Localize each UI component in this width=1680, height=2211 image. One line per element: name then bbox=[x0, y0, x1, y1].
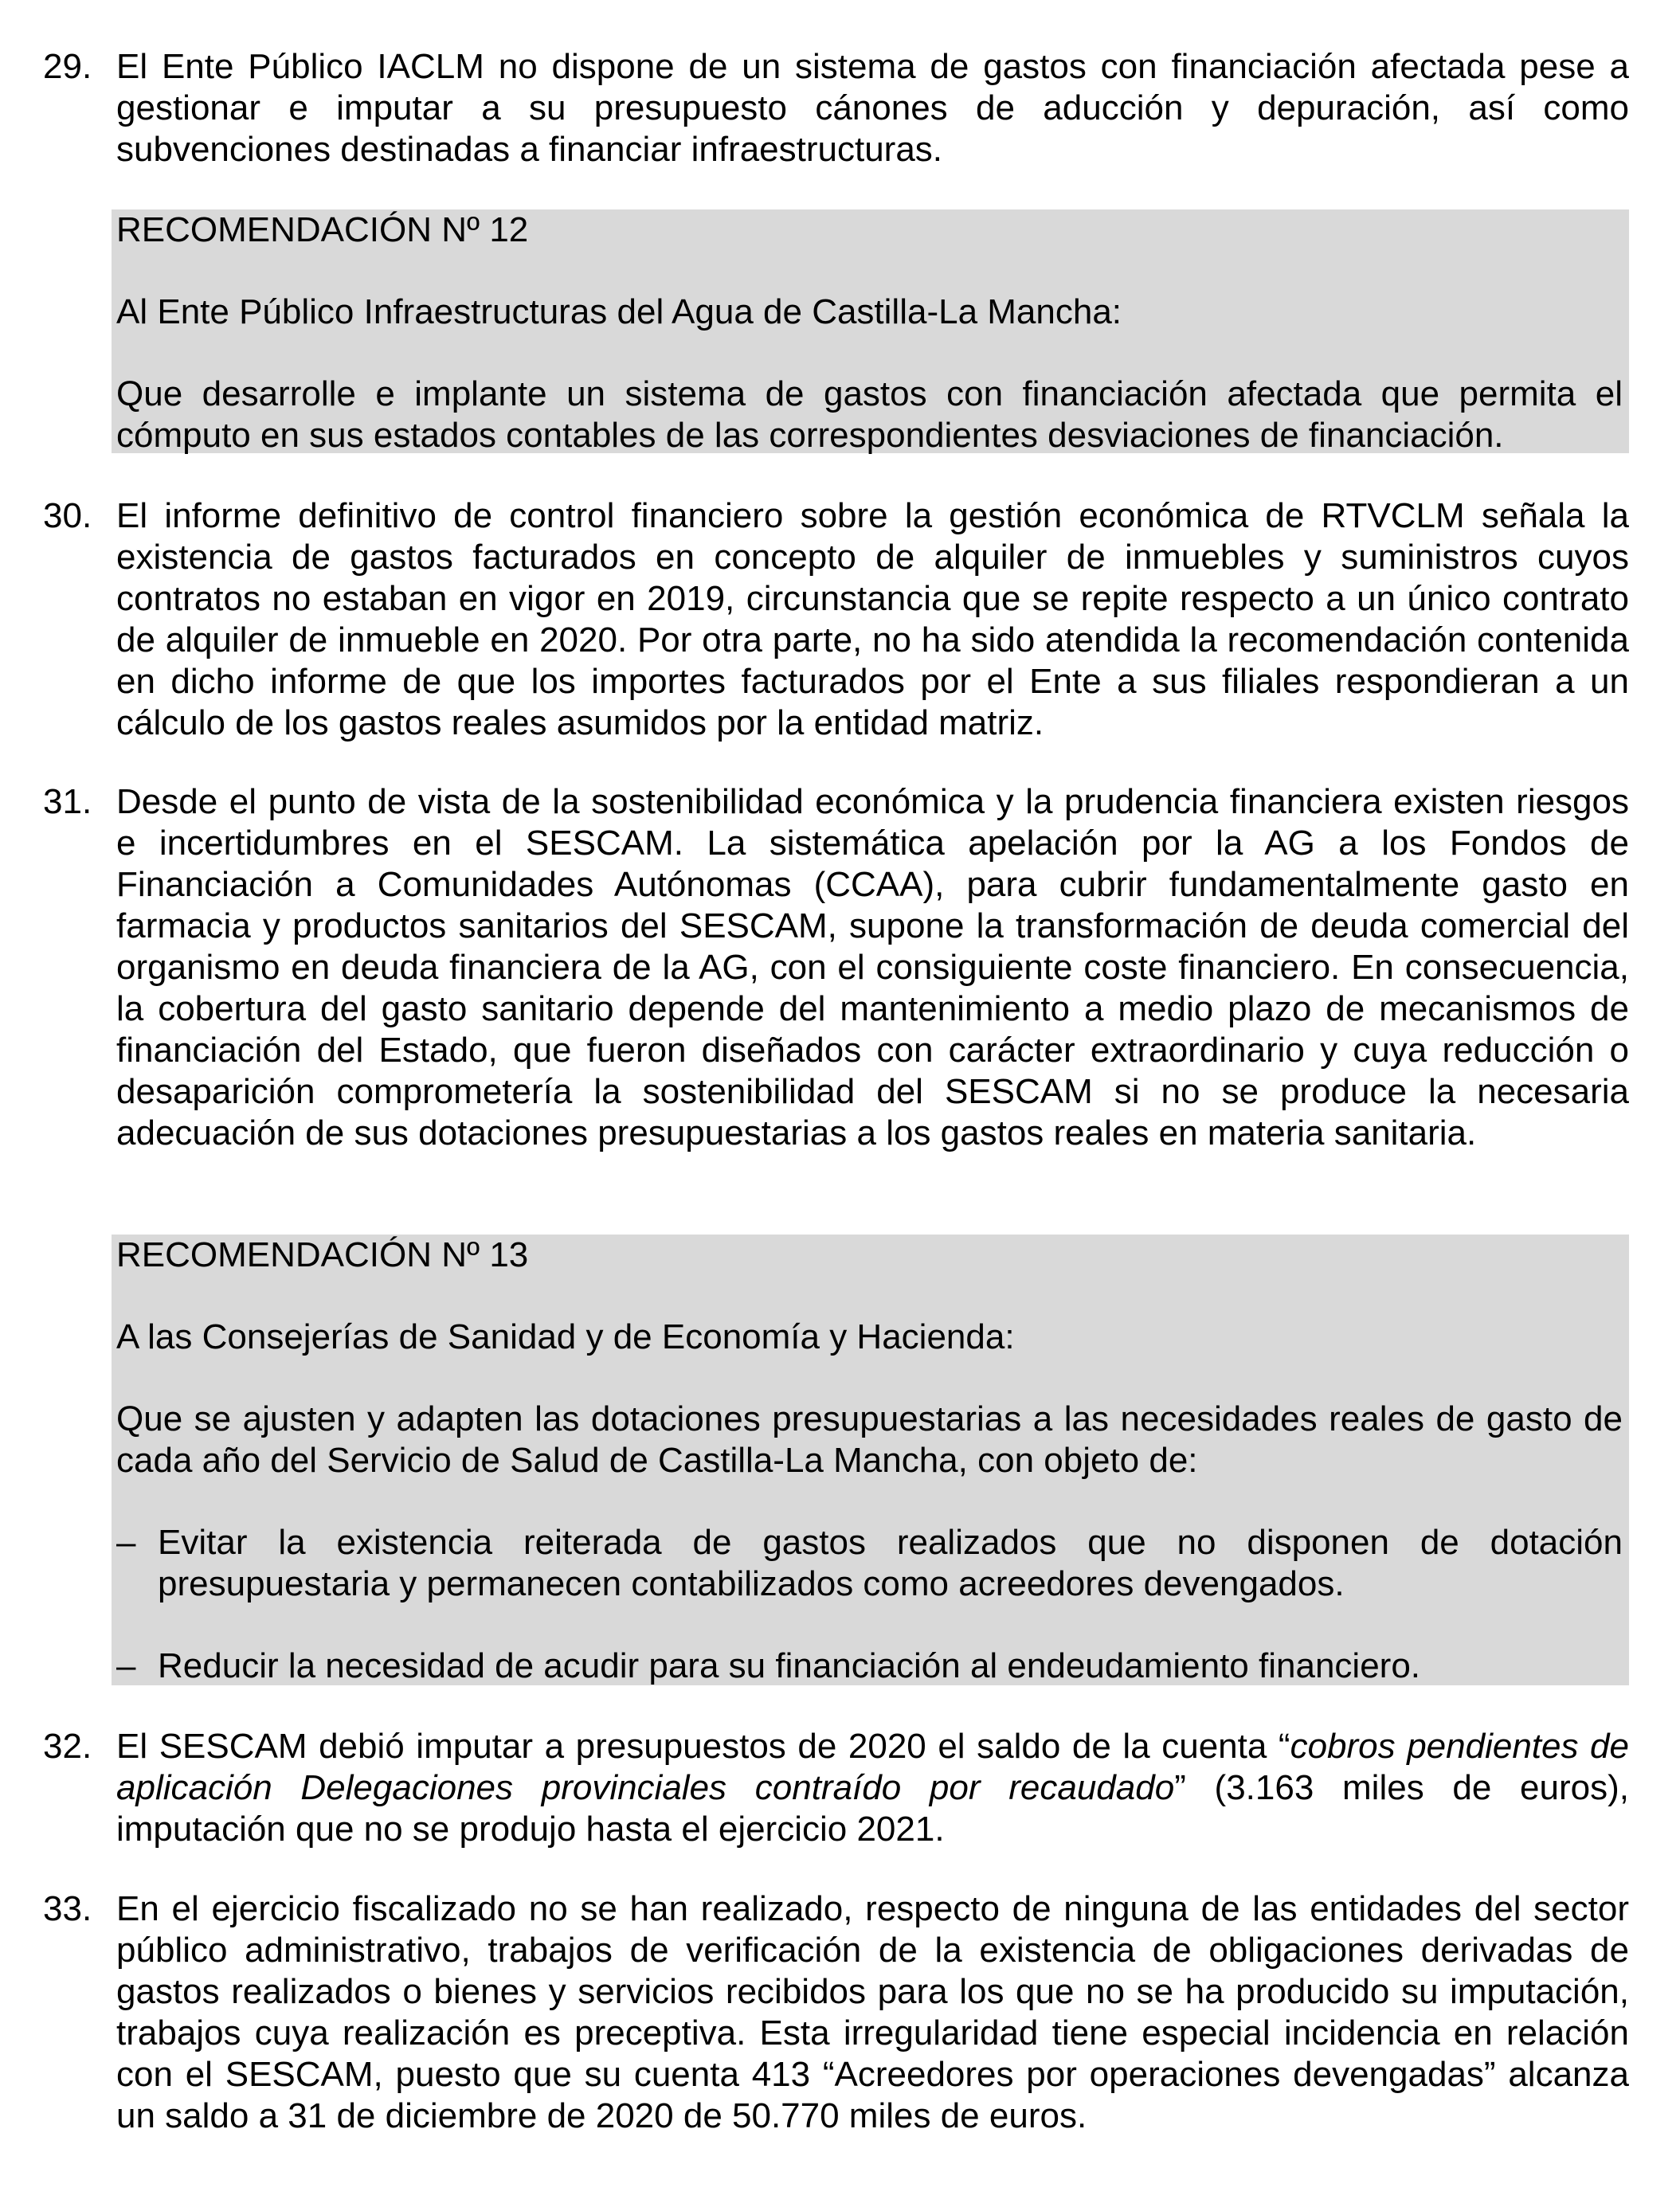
paragraph-29 bbox=[43, 46, 1629, 170]
recommendation-bullet-2 bbox=[112, 1646, 1629, 1687]
recommendation-body: Que desarrolle e implante un sistema de gastos con financiación afectada que permita el cómputo en sus estados contables de las correspondientes desviaciones de financiación. bbox=[116, 374, 1623, 455]
recommendation-bullet-1 bbox=[112, 1522, 1629, 1605]
dash-bullet-icon: – bbox=[116, 1646, 136, 1685]
recommendation-title: RECOMENDACIÓN Nº 13 bbox=[116, 1235, 529, 1274]
recommendation-13-box bbox=[112, 1235, 1629, 1685]
paragraph-30 bbox=[43, 495, 1629, 744]
bullet-text: Reducir la necesidad de acudir para su financiación al endeudamiento financiero. bbox=[158, 1646, 1421, 1685]
text-part: ” (3.163 miles de euros), imputación que no se produjo hasta el ejercicio 2021. bbox=[116, 1768, 1629, 1849]
paragraph-number: 29. bbox=[43, 47, 92, 86]
paragraph-text: En el ejercicio fiscalizado no se han realizado, respecto de ninguna de las entidades del sector público administrativo, trabajos de verificación de la existencia de obligaciones derivadas de gastos realizados o bienes y servicios recibidos para los que no se ha producido su imputación, trabajos cuya realización es preceptiva. Esta irregularidad tiene especial incidencia en relación con el SESCAM, puesto que su cuenta 413 “Acreedores por operaciones devengadas” alcanza un saldo a 31 de diciembre de 2020 de 50.770 miles de euros. bbox=[116, 1889, 1629, 2135]
paragraph-32 bbox=[43, 1726, 1629, 1850]
paragraph-text: El Ente Público IACLM no dispone de un sistema de gastos con financiación afectada pese a gestionar e imputar a su presupuesto cánones de aducción y depuración, así como subvenciones destinadas a financiar infraestructuras. bbox=[116, 47, 1629, 169]
text-part: El SESCAM debió imputar a presupuestos de 2020 el saldo de la cuenta “ bbox=[116, 1727, 1290, 1766]
paragraph-text: El informe definitivo de control financiero sobre la gestión económica de RTVCLM señala la existencia de gastos facturados en concepto de alquiler de inmuebles y suministros cuyos contratos no estaban en vigor en 2019, circunstancia que se repite respecto a un único contrato de alquiler de inmueble en 2020. Por otra parte, no ha sido atendida la recomendación contenida en dicho informe de que los importes facturados por el Ente a sus filiales respondieran a un cálculo de los gastos reales asumidos por la entidad matriz. bbox=[116, 496, 1629, 742]
recommendation-title: RECOMENDACIÓN Nº 12 bbox=[116, 210, 529, 249]
paragraph-text: Desde el punto de vista de la sostenibilidad económica y la prudencia financiera existen riesgos e incertidumbres en el SESCAM. La sistemática apelación por la AG a los Fondos de Financiación a Comunidades Autónomas (CCAA), para cubrir fundamentalmente gasto en farmacia y productos sanitarios del SESCAM, supone la transformación de deuda comercial del organismo en deuda financiera de la AG, con el consiguiente coste financiero. En consecuencia, la cobertura del gasto sanitario depende del mantenimiento a medio plazo de mecanismos de financiación del Estado, que fueron diseñados con carácter extraordinario y cuya reducción o desaparición comprometería la sostenibilidad del SESCAM si no se produce la necesaria adecuación de sus dotaciones presupuestarias a los gastos reales en materia sanitaria. bbox=[116, 782, 1629, 1152]
paragraph-number: 32. bbox=[43, 1727, 92, 1766]
paragraph-33 bbox=[43, 1888, 1629, 2137]
recommendation-body: Que se ajusten y adapten las dotaciones presupuestarias a las necesidades reales de gasto de cada año del Servicio de Salud de Castilla-La Mancha, con objeto de: bbox=[116, 1399, 1623, 1480]
recommendation-12-box bbox=[112, 209, 1629, 453]
bullet-text: Evitar la existencia reiterada de gastos realizados que no disponen de dotación presupuestaria y permanecen contabilizados como acreedores devengados. bbox=[158, 1523, 1623, 1603]
paragraph-number: 31. bbox=[43, 782, 92, 821]
paragraph-number: 33. bbox=[43, 1889, 92, 1928]
recommendation-addressee: A las Consejerías de Sanidad y de Economía y Hacienda: bbox=[116, 1317, 1015, 1356]
paragraph-number: 30. bbox=[43, 496, 92, 535]
italic-account-name: cobros pendientes de aplicación Delegaciones provinciales contraído por recaudado bbox=[116, 1727, 1629, 1807]
paragraph-text bbox=[116, 1726, 1629, 1850]
dash-bullet-icon: – bbox=[116, 1523, 136, 1562]
paragraph-31 bbox=[43, 781, 1629, 1154]
recommendation-addressee: Al Ente Público Infraestructuras del Agua de Castilla-La Mancha: bbox=[116, 292, 1122, 331]
